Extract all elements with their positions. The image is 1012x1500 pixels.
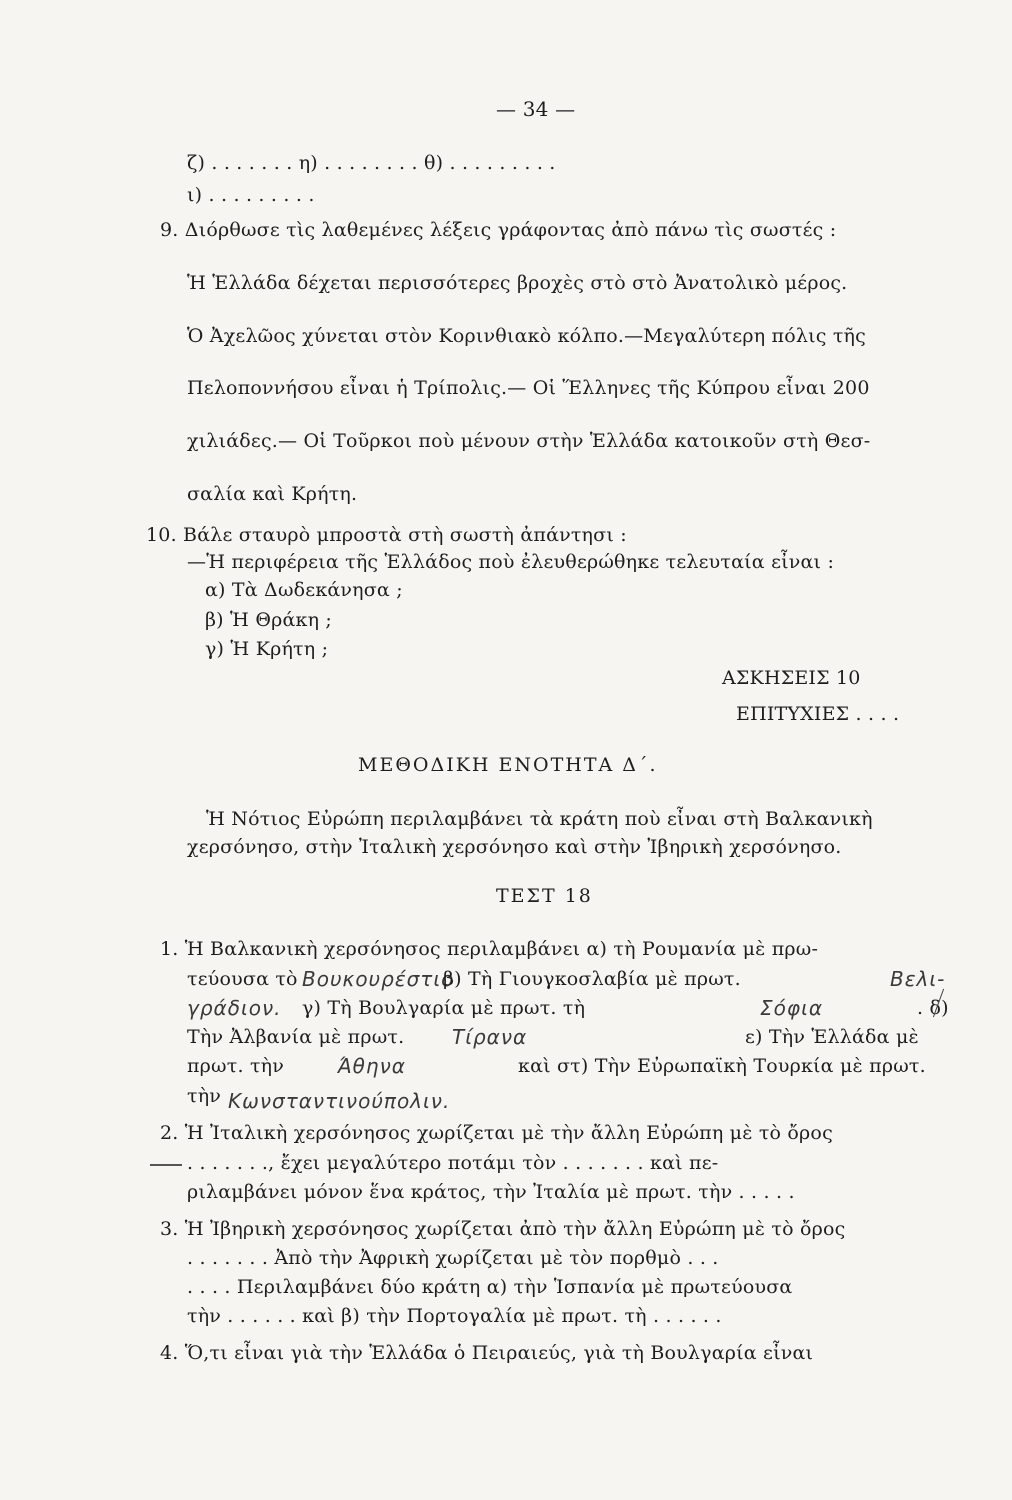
option-c: γ) Ἡ Κρήτη ;: [205, 638, 329, 660]
test-title: ΤΕΣΤ 18: [496, 885, 593, 907]
text-line: . . . . Περιλαμβάνει δύο κράτη α) τὴν Ἱσπανία μὲ πρωτεύουσα: [187, 1276, 793, 1298]
section-title: ΜΕΘΟΔΙΚΗ ΕΝΟΤΗΤΑ Δ΄.: [358, 754, 658, 776]
text-line: ζ) . . . . . . . η) . . . . . . . . θ) . . . . . . . . .: [187, 152, 556, 174]
page-number: — 34 —: [496, 97, 576, 121]
text-line: ι) . . . . . . . . .: [187, 184, 315, 206]
text-line: Ἡ Νότιος Εὐρώπη περιλαμβάνει τὰ κράτη ποὺ εἶναι στὴ Βαλκανικὴ: [206, 808, 873, 830]
text-line: . δ): [917, 997, 949, 1019]
text-line: Πελοποννήσου εἶναι ἡ Τρίπολις.— Οἱ Ἕλληνες τῆς Κύπρου εἶναι 200: [187, 377, 870, 399]
handwritten-answer: Βελι-: [890, 967, 946, 991]
text-line: σαλία καὶ Κρήτη.: [187, 483, 358, 505]
option-a: α) Τὰ Δωδεκάνησα ;: [205, 579, 403, 601]
text-line: πρωτ. τὴν: [187, 1055, 284, 1077]
text-line: β) Τὴ Γιουγκοσλαβία μὲ πρωτ.: [443, 968, 741, 990]
handwritten-answer: Σόφια: [760, 996, 824, 1020]
test-item-4: 4. Ὅ,τι εἶναι γιὰ τὴν Ἑλλάδα ὁ Πειραιεύς, γιὰ τὴ Βουλγαρία εἶναι: [160, 1342, 814, 1364]
handwritten-answer: γράδιον.: [187, 996, 282, 1020]
text-line: χερσόνησο, στὴν Ἰταλικὴ χερσόνησο καὶ στὴν Ἰβηρικὴ χερσόνησο.: [187, 836, 842, 858]
text-line: Τὴν Ἀλβανία μὲ πρωτ.: [187, 1026, 405, 1048]
test-item-3: 3. Ἡ Ἰβηρικὴ χερσόνησος χωρίζεται ἀπὸ τὴν ἄλλη Εὐρώπη μὲ τὸ ὄρος: [160, 1218, 846, 1240]
text-line: τὴν . . . . . . καὶ β) τὴν Πορτογαλία μὲ πρωτ. τὴ . . . . . .: [187, 1305, 722, 1327]
handwritten-answer: Κωνσταντινούπολιν.: [228, 1089, 451, 1113]
exercise-9-heading: 9. Διόρθωσε τὶς λαθεμένες λέξεις γράφοντας ἀπὸ πάνω τὶς σωστές :: [160, 219, 837, 241]
pen-stroke: [150, 1164, 182, 1166]
text-line: . . . . . . ., ἔχει μεγαλύτερο ποτάμι τὸν . . . . . . . καὶ πε-: [187, 1152, 719, 1174]
text-line: . . . . . . . Ἀπὸ τὴν Ἀφρικὴ χωρίζεται μὲ τὸν πορθμὸ . . .: [187, 1247, 719, 1269]
text-line: χιλιάδες.— Οἱ Τοῦρκοι ποὺ μένουν στὴν Ἑλλάδα κατοικοῦν στὴ Θεσ-: [187, 430, 871, 452]
text-line: Ὁ Ἀχελῶος χύνεται στὸν Κορινθιακὸ κόλπο.—Μεγαλύτερη πόλις τῆς: [187, 325, 866, 347]
text-line: καὶ στ) Τὴν Εὐρωπαϊκὴ Τουρκία μὲ πρωτ.: [518, 1055, 926, 1077]
handwritten-answer: Άθηνα: [338, 1054, 406, 1078]
test-item-1: 1. Ἡ Βαλκανικὴ χερσόνησος περιλαμβάνει α) τὴ Ρουμανία μὲ πρω-: [160, 938, 819, 960]
text-line: τεύουσα τὸ: [187, 968, 298, 990]
text-line: ριλαμβάνει μόνον ἕνα κράτος, τὴν Ἰταλία μὲ πρωτ. τὴν . . . . .: [187, 1181, 795, 1203]
handwritten-answer: Τίρανα: [452, 1025, 528, 1049]
text-line: —Ἡ περιφέρεια τῆς Ἑλλάδος ποὺ ἐλευθερώθηκε τελευταία εἶναι :: [187, 551, 835, 573]
text-line: Ἡ Ἑλλάδα δέχεται περισσότερες βροχὲς στὸ στὸ Ἀνατολικὸ μέρος.: [187, 272, 848, 294]
text-line: τὴν: [187, 1085, 222, 1107]
option-b: β) Ἡ Θράκη ;: [205, 609, 333, 631]
exercise-10-heading: 10. Βάλε σταυρὸ μπροστὰ στὴ σωστὴ ἀπάντησι :: [146, 524, 627, 546]
test-item-2: 2. Ἡ Ἰταλικὴ χερσόνησος χωρίζεται μὲ τὴν ἄλλη Εὐρώπη μὲ τὸ ὄρος: [160, 1122, 833, 1144]
text-line: γ) Τὴ Βουλγαρία μὲ πρωτ. τὴ: [302, 997, 586, 1019]
successes-count: ΕΠΙΤΥΧΙΕΣ . . . .: [736, 703, 900, 725]
handwritten-answer: Βουκουρέστιο: [302, 967, 455, 991]
text-line: ε) Τὴν Ἑλλάδα μὲ: [745, 1026, 919, 1048]
exercises-count: ΑΣΚΗΣΕΙΣ 10: [722, 667, 861, 689]
